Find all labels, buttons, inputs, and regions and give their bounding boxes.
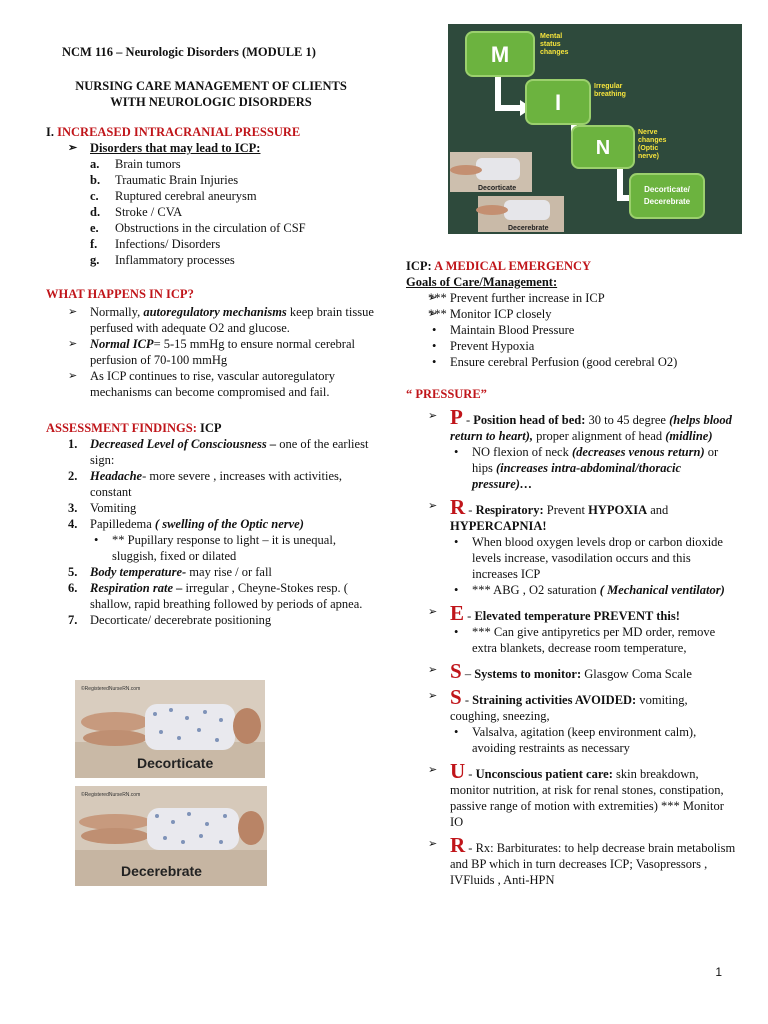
cause-text: Stroke / CVA	[115, 205, 183, 219]
section-title: INCREASED INTRACRANIAL PRESSURE	[57, 125, 301, 139]
papilledema-sublist	[90, 532, 376, 564]
cause-item	[90, 236, 376, 252]
section-number: I.	[46, 125, 54, 139]
cause-text: Ruptured cerebral aneurysm	[115, 189, 257, 203]
cause-letter: b.	[90, 173, 101, 187]
document-title	[46, 78, 376, 110]
cause-item	[90, 220, 376, 236]
what-happens-list	[46, 304, 376, 400]
pressure-heading: “ PRESSURE”	[406, 387, 487, 401]
goal-2: ➢ *** Monitor ICP closely	[406, 306, 736, 322]
cause-text: Brain tumors	[115, 157, 181, 171]
cause-text: Traumatic Brain Injuries	[115, 173, 239, 187]
what-happens-item-1: ➢ Normally, autoregulatory mechanisms keep brain tissue perfused with adequate O2 and glucose.	[46, 304, 376, 336]
cause-letter: g.	[90, 253, 100, 267]
pressure-e-sub: • *** Can give antipyretics per MD order, remove extra blankets, decrease room temperature,	[450, 624, 736, 656]
decerebrate-photo	[75, 786, 267, 886]
assessment-item-5: 5. Body temperature- may rise / or fall	[68, 565, 272, 579]
what-happens-heading: WHAT HAPPENS IN ICP?	[46, 287, 194, 301]
decerebrate-label: Decerebrate	[121, 863, 202, 879]
pressure-p: ➢ P - Position head of bed: 30 to 45 degree (helps blood return to heart), proper alignment of head (midline) • NO flexion of neck (decreases venous return) or hips (increases intra-abdominal/thoracic pressure)…	[406, 408, 736, 492]
assessment-item-2: 2. Headache- more severe , increases with activities, constant	[68, 469, 342, 499]
goals-list	[406, 290, 736, 322]
left-column	[46, 44, 376, 628]
page-number: 1	[715, 965, 722, 979]
cause-item	[90, 172, 376, 188]
i-letter: I	[554, 90, 562, 115]
final-label-1: Decorticate/	[644, 185, 690, 194]
what-happens-item-2: ➢ Normal ICP= 5-15 mmHg to ensure normal cerebral perfusion of 70-100 mmHg	[46, 336, 376, 368]
cause-text: Obstructions in the circulation of CSF	[115, 221, 306, 235]
assessment-item-6: 6. Respiration rate – irregular , Cheyne-Stokes resp. ( shallow, rapid breathing followed by periods of apnea.	[68, 581, 363, 611]
right-column	[406, 258, 736, 888]
title-line-2: WITH NEUROLOGIC DISORDERS	[110, 95, 312, 109]
assessment-list	[46, 436, 376, 628]
goal-bullets	[406, 322, 736, 370]
causes-items	[46, 156, 376, 268]
pressure-r-sub-2: • *** ABG , O2 saturation ( Mechanical ventilator)	[450, 582, 736, 598]
pressure-u: ➢ U - Unconscious patient care: skin breakdown, monitor nutrition, at risk for renal stones, constipation, passive range of motion with extremities) *** Monitor IO	[406, 762, 736, 830]
decorticate-photo	[75, 680, 265, 778]
cause-letter: a.	[90, 157, 100, 171]
papilledema-subitem: • ** Pupillary response to light – it is unequal, sluggish, fixed or dilated	[90, 532, 376, 564]
goal-bullet-3: • Ensure cerebral Perfusion (good cerebral O2)	[428, 354, 736, 370]
mind-diagram	[448, 24, 742, 234]
emergency-heading: ICP: A MEDICAL EMERGENCY	[406, 259, 592, 273]
goal-bullet-1: • Maintain Blood Pressure	[428, 322, 736, 338]
cause-letter: e.	[90, 221, 99, 235]
pressure-r-sub-1: • When blood oxygen levels drop or carbon dioxide levels increase, vasodilation occurs and this increases ICP	[450, 534, 736, 582]
watermark-1: ©RegisteredNurseRN.com	[81, 686, 141, 692]
cause-letter: c.	[90, 189, 99, 203]
title-line-1: NURSING CARE MANAGEMENT OF CLIENTS	[75, 79, 347, 93]
pressure-r: ➢ R - Respiratory: Prevent HYPOXIA and HYPERCAPNIA! • When blood oxygen levels drop or carbon dioxide levels increase, vasodilation occurs and this increases ICP • *** ABG , O2 saturation ( Mechanical ventilator)	[406, 498, 736, 598]
cause-letter: d.	[90, 205, 101, 219]
causes-subheading: ➢ Disorders that may lead to ICP:	[46, 140, 376, 156]
pressure-r2: ➢ R - Rx: Barbiturates: to help decrease brain metabolism and BP which in turn decreases ICP; Vasopressors , IVFluids , Anti-HPN	[406, 836, 736, 888]
cause-item	[90, 188, 376, 204]
n-note: Nerve changes (Optic nerve)	[638, 129, 667, 160]
assessment-item-1: 1. Decreased Level of Consciousness – one of the earliest sign:	[68, 437, 369, 467]
diagram-photo1-label: Decorticate	[478, 185, 517, 192]
cause-item	[90, 156, 376, 172]
diagram-photo2-label: Decerebrate	[508, 225, 549, 232]
final-label-2: Decerebrate	[643, 197, 691, 206]
pressure-p-sub: • NO flexion of neck (decreases venous return) or hips (increases intra-abdominal/thoracic pressure)…	[450, 444, 736, 492]
assessment-item-4: 4. Papilledema ( swelling of the Optic nerve) • ** Pupillary response to light – it is unequal, sluggish, fixed or dilated	[68, 516, 376, 564]
pressure-s2-sub: • Valsalva, agitation (keep environment calm), avoiding restraints as necessary	[450, 724, 736, 756]
cause-item	[90, 204, 376, 220]
n-letter: N	[595, 137, 611, 159]
m-letter: M	[490, 42, 510, 67]
m-note: Mental status changes	[540, 33, 569, 56]
goal-1: ➢ *** Prevent further increase in ICP	[406, 290, 736, 306]
cause-text: Infections/ Disorders	[115, 237, 221, 251]
i-note: Irregular breathing	[594, 83, 626, 98]
pressure-s1: ➢ S – Systems to monitor: Glasgow Coma Scale	[406, 662, 736, 682]
goals-heading: Goals of Care/Management:	[406, 275, 558, 289]
assessment-heading: ASSESSMENT FINDINGS: ICP	[46, 421, 222, 435]
assessment-item-3: 3. Vomiting	[68, 501, 137, 515]
assessment-item-7: 7. Decorticate/ decerebrate positioning	[68, 613, 272, 627]
pressure-e: ➢ E - Elevated temperature PREVENT this! • *** Can give antipyretics per MD order, remove extra blankets, decrease room temperature,	[406, 604, 736, 656]
pressure-s2: ➢ S - Straining activities AVOIDED: vomiting, coughing, sneezing, • Valsalva, agitation (keep environment calm), avoiding restraints as necessary	[406, 688, 736, 756]
cause-text: Inflammatory processes	[115, 253, 235, 267]
watermark-2: ©RegisteredNurseRN.com	[81, 792, 141, 798]
what-happens-item-3: ➢ As ICP continues to rise, vascular autoregulatory mechanisms can become compromised and fail.	[46, 368, 376, 400]
course-heading: NCM 116 – Neurologic Disorders (MODULE 1)	[62, 45, 316, 59]
cause-letter: f.	[90, 237, 98, 251]
pressure-list	[406, 405, 736, 888]
icp-causes-list	[46, 140, 376, 156]
cause-item	[90, 252, 376, 268]
final-box	[630, 174, 704, 218]
decorticate-label: Decorticate	[137, 755, 214, 771]
goal-bullet-2: • Prevent Hypoxia	[428, 338, 736, 354]
section-icp-heading	[46, 124, 376, 140]
